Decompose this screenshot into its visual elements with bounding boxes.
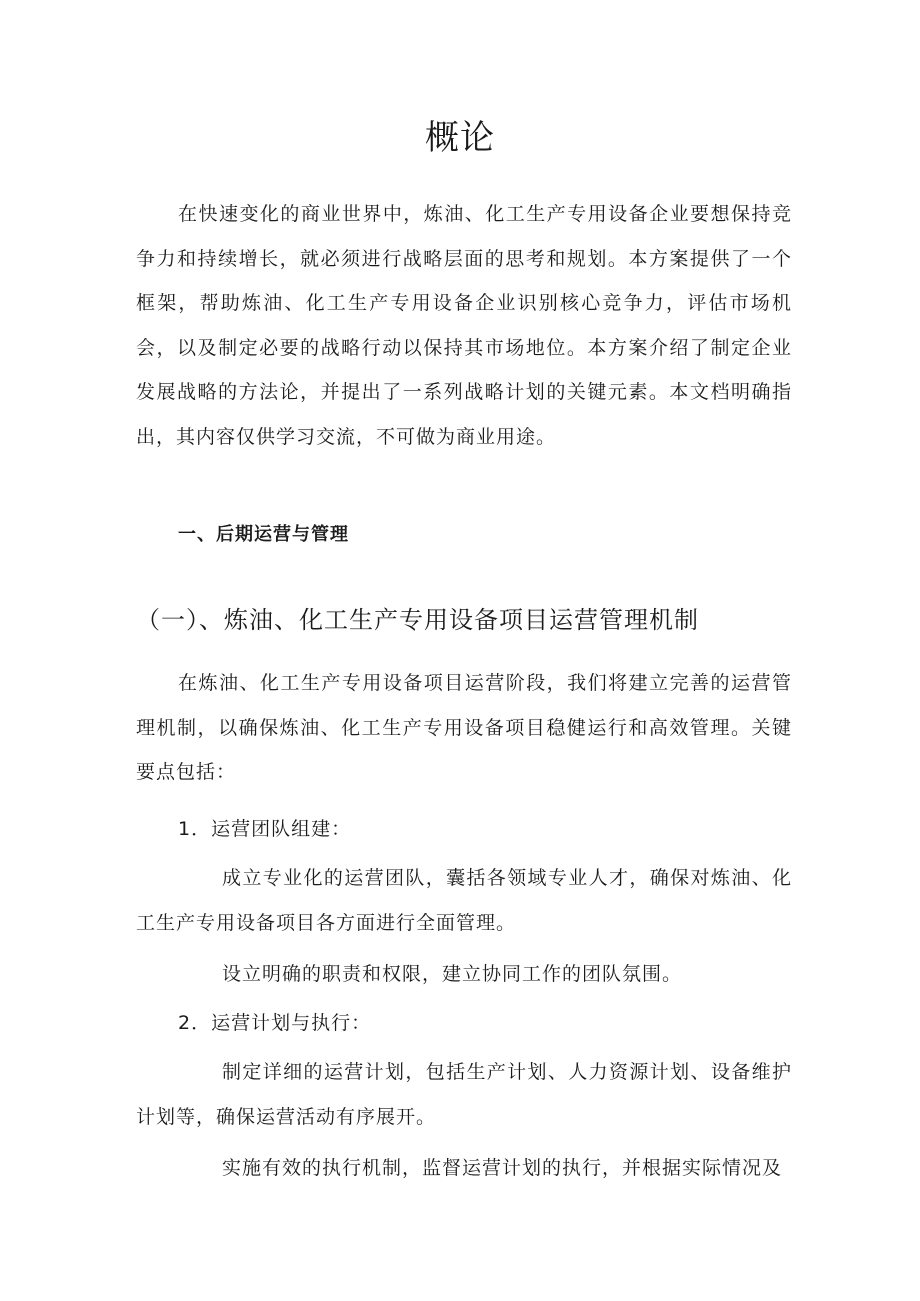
list-item-1-paragraph-2: 设立明确的职责和权限，建立协同工作的团队氛围。 (222, 963, 683, 985)
list-item-2-paragraph-2: 实施有效的执行机制，监督运营计划的执行，并根据实际情况及 (222, 1157, 783, 1179)
page-title: 概论 (425, 118, 495, 158)
subsection-heading: （一）、炼油、化工生产专用设备项目运营管理机制 (136, 606, 699, 634)
list-item-2-paragraph-1: 制定详细的运营计划，包括生产计划、人力资源计划、设备维护计划等，确保运营活动有序展开。 (136, 1061, 792, 1128)
list-item-label-2: 2．运营计划与执行： (178, 1012, 372, 1034)
list-item-label-1: 1．运营团队组建： (178, 818, 352, 840)
section-heading: 一、后期运营与管理 (178, 524, 349, 545)
intro-paragraph: 在快速变化的商业世界中，炼油、化工生产专用设备企业要想保持竞争力和持续增长，就必须进行战略层面的思考和规划。本方案提供了一个框架，帮助炼油、化工生产专用设备企业识别核心竞争力，评估市场机会，以及制定必要的战略行动以保持其市场地位。本方案介绍了制定企业发展战略的方法论，并提出了一系列战略计划的关键元素。本文档明确指出，其内容仅供学习交流，不可做为商业用途。 (136, 203, 792, 448)
subsection-intro-paragraph: 在炼油、化工生产专用设备项目运营阶段，我们将建立完善的运营管理机制，以确保炼油、化工生产专用设备项目稳健运行和高效管理。关键要点包括： (136, 672, 792, 783)
list-item-1-paragraph-1: 成立专业化的运营团队，囊括各领域专业人才，确保对炼油、化工生产专用设备项目各方面进行全面管理。 (136, 867, 792, 934)
